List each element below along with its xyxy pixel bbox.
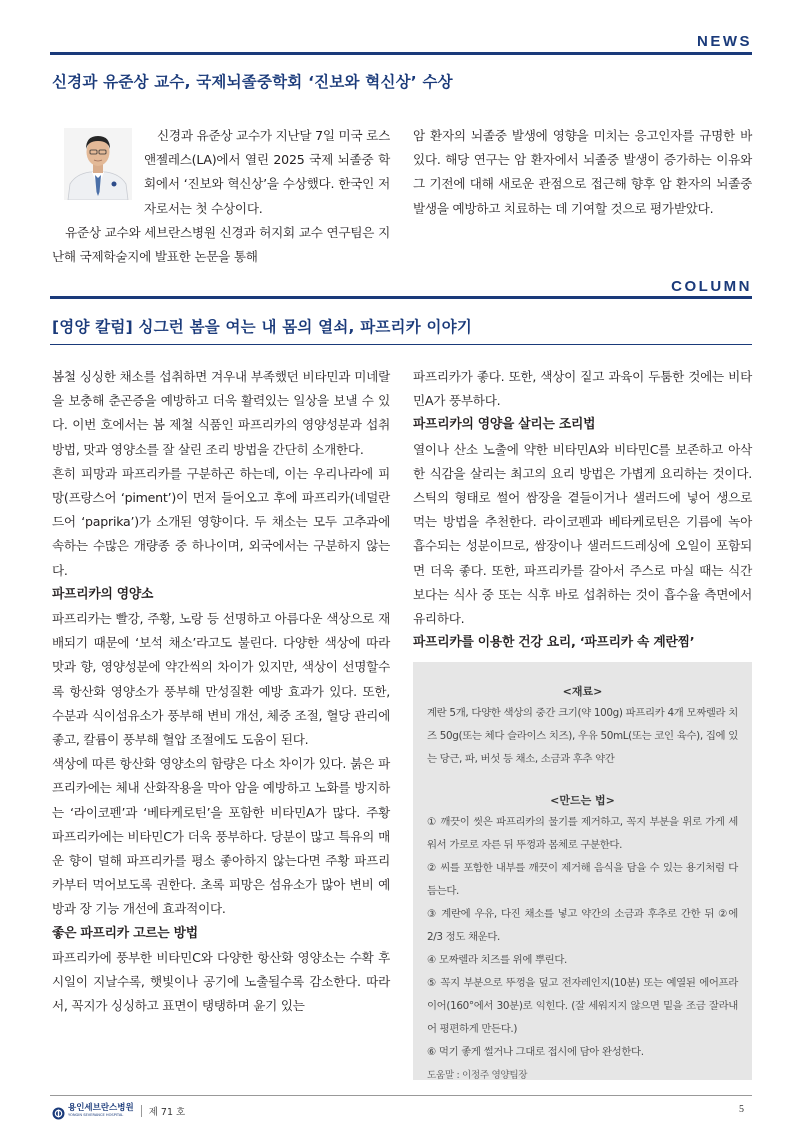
news-headline: 신경과 유준상 교수, 국제뇌졸중학회 ‘진보와 혁신상’ 수상 bbox=[52, 73, 453, 91]
hospital-name: 용인세브란스병원 bbox=[68, 1103, 134, 1114]
steps-list bbox=[427, 811, 738, 1064]
footer-divider bbox=[141, 1105, 142, 1117]
footer-rule bbox=[50, 1095, 752, 1096]
steps-title: <만드는 법> bbox=[550, 794, 615, 807]
column-paragraph: 흔히 피망과 파프리카를 구분하곤 하는데, 이는 우리나라에 피망(프랑스어 ‘piment’)이 먼저 들어오고 후에 파프리카(네덜란드어 ‘paprika’)가 소개된 영향이다. 두 채소는 모두 고추과에 속하는 수많은 개량종 중 하나이며, 외국에서는 구분하지 않는다. bbox=[52, 465, 390, 578]
column-paragraph: 파프리카가 좋다. 또한, 색상이 짙고 과육이 두툼한 것에는 비타민A가 풍부하다. bbox=[413, 369, 752, 409]
column-top-rule bbox=[50, 296, 752, 299]
issue-number: 제 71 호 bbox=[148, 1107, 186, 1118]
recipe-box bbox=[413, 662, 752, 1080]
recipe-step: ① 깨끗이 씻은 파프리카의 물기를 제거하고, 꼭지 부분을 위로 가게 세워서 가로로 자른 뒤 뚜껑과 몸체로 구분한다. bbox=[427, 816, 738, 851]
column-headline: [영양 칼럼] 싱그런 봄을 여는 내 몸의 열쇠, 파프리카 이야기 bbox=[52, 318, 473, 336]
news-top-rule bbox=[50, 52, 752, 55]
news-section-label: NEWS bbox=[697, 33, 752, 50]
recipe-step: ⑤ 꼭지 부분으로 뚜껑을 덮고 전자레인지(10분) 또는 예열된 에어프라이어(160°에서 30분)로 익힌다. (잘 세워지지 않으면 밑을 조금 잘라내어 평편하게 만든다.) bbox=[427, 977, 738, 1035]
column-body-left bbox=[52, 365, 390, 1018]
column-body-right bbox=[413, 365, 752, 655]
photo-wrap-space bbox=[52, 124, 144, 218]
column-headline-rule bbox=[50, 344, 752, 345]
recipe-credit: 도움말 : 이정주 영양팀장 bbox=[427, 1070, 528, 1081]
column-paragraph: 봄철 싱싱한 채소를 섭취하면 겨우내 부족했던 비타민과 미네랄을 보충해 춘곤증을 예방하고 더욱 활력있는 일상을 보낼 수 있다. 이번 호에서는 봄 제철 식품인 파프리카의 영양성분과 섭취 방법, 맛과 영양소를 잘 살린 조리 방법을 간단히 소개한다. bbox=[52, 369, 390, 457]
news-body-left bbox=[52, 124, 390, 269]
column-paragraph: 색상에 따른 항산화 영양소의 함량은 다소 차이가 있다. 붉은 파프리카에는 체내 산화작용을 막아 암을 예방하고 노화를 방지하는 ‘라이코펜’과 ‘베타케로틴’을 포함한 비타민A가 많다. 주황 파프리카에는 비타민C가 더욱 풍부하다. 당분이 많고 특유의 매운 향이 덜해 파프리카를 평소 좋아하지 않는다면 주황 파프리카부터 먹어보도록 권한다. 초록 피망은 섬유소가 많아 변비 예방과 장 기능 개선에 효과적이다. bbox=[52, 756, 390, 917]
footer-logo bbox=[52, 1101, 185, 1121]
column-paragraph: 파프리카는 빨강, 주황, 노랑 등 선명하고 아름다운 색상으로 재배되기 때문에 ‘보석 채소’라고도 불린다. 다양한 색상에 따라 맛과 향, 영양성분에 약간씩의 차이가 있지만, 색상이 선명할수록 항산화 영양소가 풍부해 만성질환 예방 효과가 있다. 또한, 수분과 식이섬유소가 풍부해 변비 개선, 체중 조절, 혈당 관리에 좋고, 칼륨이 풍부해 혈압 조절에도 도움이 된다. bbox=[52, 611, 390, 748]
recipe-step: ③ 계란에 우유, 다진 채소를 넣고 약간의 소금과 후추로 간한 뒤 ②에 2/3 정도 채운다. bbox=[427, 908, 738, 943]
column-paragraph: 열이나 산소 노출에 약한 비타민A와 비타민C를 보존하고 아삭한 식감을 살리는 최고의 요리 방법은 가볍게 요리하는 것이다. 스틱의 형태로 썰어 쌈장을 곁들이거나 샐러드에 넣어 생으로 먹는 방법을 추천한다. 라이코펜과 베타케로틴은 기름에 녹아 흡수되는 성분이므로, 쌈장이나 샐러드드레싱에 오일이 포함되면 더욱 좋다. 또한, 파프리카를 갈아서 주스로 마실 때는 식간보다는 식사 중 또는 식후 바로 섭취하는 것이 흡수율 측면에서 유리하다. bbox=[413, 441, 752, 627]
ingredients-title: <재료> bbox=[562, 685, 603, 698]
column-subheading: 파프리카의 영양소 bbox=[52, 586, 154, 602]
hospital-name-english: YONGIN SEVERANCE HOSPITAL bbox=[68, 1112, 124, 1117]
column-section-label: COLUMN bbox=[671, 278, 752, 295]
hospital-logo-icon bbox=[52, 1105, 65, 1118]
column-subheading: 좋은 파프리카 고르는 방법 bbox=[52, 925, 198, 941]
column-paragraph: 파프리카에 풍부한 비타민C와 다양한 항산화 영양소는 수확 후 시일이 지날수록, 햇빛이나 공기에 노출될수록 감소한다. 따라서, 꼭지가 싱싱하고 표면이 탱탱하며 윤기 있는 bbox=[52, 949, 390, 1014]
page-number: 5 bbox=[739, 1104, 744, 1115]
column-subheading: 파프리카를 이용한 건강 요리, ‘파프리카 속 계란찜’ bbox=[413, 635, 695, 651]
news-paragraph: 신경과 유준상 교수가 지난달 7일 미국 로스앤젤레스(LA)에서 열린 2025 국제 뇌졸중 학회에서 ‘진보와 혁신상’을 수상했다. 한국인 저자로서는 첫 수상이다. bbox=[144, 128, 390, 216]
news-paragraph: 유준상 교수와 세브란스병원 신경과 허지회 교수 연구팀은 지난해 국제학술지에 발표한 논문을 통해 bbox=[52, 224, 390, 265]
news-paragraph: 암 환자의 뇌졸중 발생에 영향을 미치는 응고인자를 규명한 바 있다. 해당 연구는 암 환자에서 뇌졸중 발생이 증가하는 이유와 그 기전에 대해 새로운 관점으로 접근해 향후 암 환자의 뇌졸중 발생을 예방하고 치료하는 데 기여할 것으로 평가받았다. bbox=[413, 128, 752, 216]
column-subheading: 파프리카의 영양을 살리는 조리법 bbox=[413, 417, 596, 433]
ingredients-text: 계란 5개, 다양한 색상의 중간 크기(약 100g) 파프리카 4개 모짜렐라 치즈 50g(또는 체다 슬라이스 치즈), 우유 50mL(또는 코인 육수), 집에 있는 당근, 파, 버섯 등 채소, 소금과 후추 약간 bbox=[427, 707, 738, 765]
recipe-step: ② 씨를 포함한 내부를 깨끗이 제거해 음식을 담을 수 있는 용기처럼 다듬는다. bbox=[427, 862, 738, 897]
recipe-step: ⑥ 먹기 좋게 썰거나 그대로 접시에 담아 완성한다. bbox=[427, 1046, 644, 1058]
news-body-right bbox=[413, 124, 752, 221]
recipe-step: ④ 모짜렐라 치즈를 위에 뿌린다. bbox=[427, 954, 567, 966]
